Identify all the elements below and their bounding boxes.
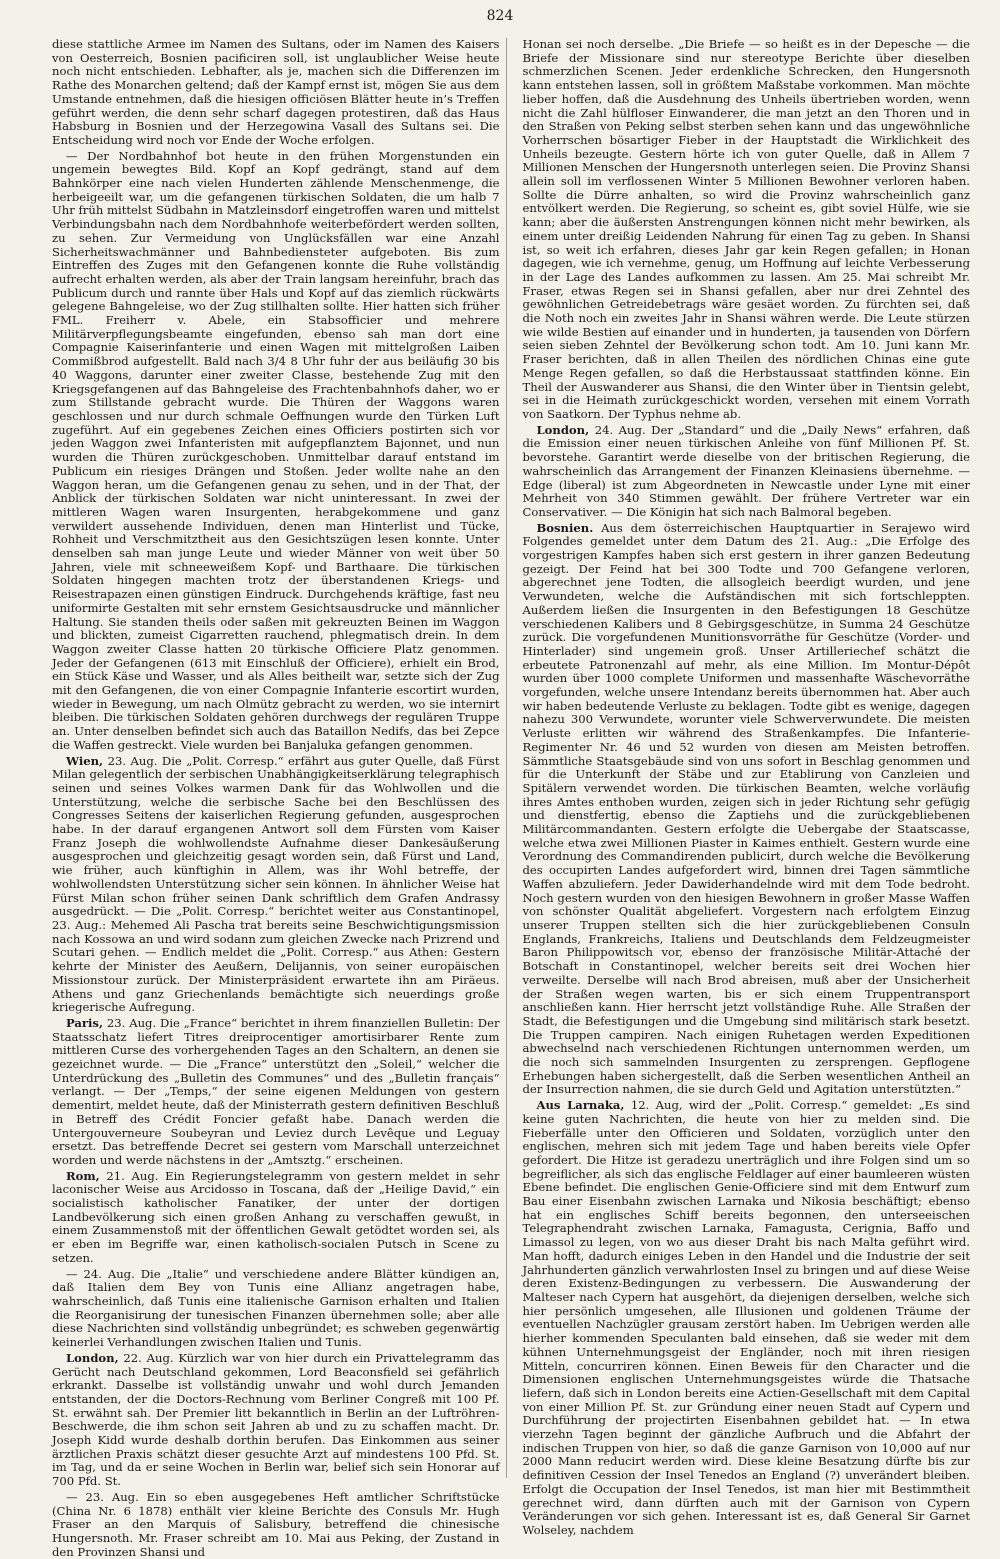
dateline: Paris, bbox=[66, 1015, 103, 1030]
paragraph-text: 12. Aug, wird der „Polit. Corresp.“ gemeldet: „Es sind keine guten Nachrichten, die heute von hier zu melden sind. Die Fieberfälle unter den Officieren und Soldaten, vorzüglich unter den englischen, mehren sich mit jedem Tage und haben bereits viele Opfer gefordert. Die Hitze ist geradezu unerträglich und ihre Folgen sind um so begreiflicher, als sich das englische Feldlager auf einer baumleeren wüsten Ebene befindet. Die englischen Genie-Officiere sind mit dem Entwurf zum Bau einer Eisenbahn zwischen Larnaka und Nikosia beschäftigt; ebenso hat ein englisches Schiff bereits begonnen, den unterseeischen Telegraphendraht zwischen Larnaka, Famagusta, Cerignia, Baffo und Limassol zu legen, von wo aus dieser Draht bis nach Malta geführt wird. Man hofft, dadurch einiges Leben in den Handel und die Industrie der seit Jahrhunderten gänzlich verwahrlosten Insel zu bringen und auf diese Weise deren Existenz-Bedingungen zu verbessern. Die Auswanderung der Malteser nach Cypern hat ausgehört, da diejenigen derselben, welche sich hier persönlich umgesehen, alle Illusionen und goldenen Träume der eventuellen Nachzügler grausam zerstört haben. Im Uebrigen werden alle hierher kommenden Speculanten bald einsehen, daß sie weder mit dem kühnen Unternehmungsgeist der Engländer, noch mit ihren riesigen Mitteln, concurriren können. Einen Beweis für den Character und die Dimensionen englischen Unternehmungsgeistes würde die Thatsache liefern, daß sich in London bereits eine Actien-Gesellschaft mit dem Capital von einer Million Pf. St. zur Gründung einer neuen Stadt auf Cypern und Durchführung der projectirten Eisenbahnen gebildet hat. — In etwa vierzehn Tagen beginnt der gänzliche Aufbruch und die Abfahrt der indischen Truppen von hier, so daß die ganze Garnison von 10,000 auf nur 2000 Mann reducirt werden wird. Diese kleine Besatzung dürfte bis zur definitiven Cession der Insel Tenedos an England (?) unverändert bleiben. Erfolgt die Occupation der Insel Tenedos, ist man hier mit Bestimmtheit gerechnet wird, dann dürften auch mit der Garnison von Cypern Veränderungen vor sich gehen. Interessant ist es, daß General Sir Garnet Wolseley, nachdem bbox=[522, 1098, 970, 1537]
article-paragraph bbox=[523, 38, 971, 422]
paragraph-text: — Der Nordbahnhof bot heute in den frühen Morgenstunden ein ungemein bewegtes Bild. Kopf an Kopf gedrängt, stand auf dem Bahnkörper eine nach vielen Hunderten zählende Menschenmenge, die herbeigeeilt war, um die gefangenen türkischen Soldaten, die um halb 7 Uhr früh mittelst Südbahn in Matzleinsdorf eingetroffen waren und mittelst Verbindungsbahn nach dem Nordbahnhofe weiterbefördert werden sollten, zu sehen. Zur Vermeidung von Unglücksfällen war eine Anzahl Sicherheitswachmänner und Bahnbediensteter aufgeboten. Bis zum Eintreffen des Zuges mit den Gefangenen konnte die Ruhe vollständig aufrecht erhalten werden, als aber der Train langsam hereinfuhr, brach das Publicum durch und rannte über Hals und Kopf auf das ziemlich rückwärts gelegene Bahngeleise, wo der Zug stillhalten sollte. Hier hatten sich früher FML. Freiherr v. Abele, ein Stabsofficier und mehrere Militärverpflegungsbeamte eingefunden, ebenso sah man dort eine Compagnie Kaiserinfanterie und einen Wagen mit mittelgroßen Laiben Commißbrod aufgestellt. Bald nach 3/4 8 Uhr fuhr der aus beiläufig 30 bis 40 Waggons, darunter einer zweiter Classe, bestehende Zug mit den Kriegsgefangenen auf das Bahngeleise des Frachtenbahnhofs daher, wo er zum Stillstande gebracht wurde. Die Thüren der Waggons waren geschlossen und nur durch schmale Oeffnungen wurde den Türken Luft zugeführt. Auf ein gegebenes Zeichen eines Officiers postirten sich vor jeden Waggon zwei Infanteristen mit aufgepflanztem Bajonnet, und nun wurden die Thüren zurückgeschoben. Unmittelbar darauf entstand im Publicum ein riesiges Drängen und Stoßen. Jeder wollte nahe an den Waggon heran, um die Gefangenen genau zu sehen, und in der That, der Anblick der türkischen Soldaten war nicht uninteressant. In zwei der mittleren Wagen waren Insurgenten, herabgekommene und ganz verwildert aussehende Individuen, denen man Hinterlist und Tücke, Rohheit und Verschmitztheit aus den Gesichtszügen lesen konnte. Unter denselben sah man junge Leute und wieder Männer von weit über 50 Jahren, viele mit schneeweißem Kopf- und Barthaare. Die türkischen Soldaten hingegen machten trotz der überstandenen Kriegs- und Reisestrapazen einen günstigen Eindruck. Durchgehends kräftige, fast neu uniformirte Gestalten mit sehr ernstem Gesichtsausdrucke und männlicher Haltung. Sie standen theils oder saßen mit gekreuzten Beinen im Waggon und blickten, zumeist Cigarretten rauchend, phlegmatisch drein. In dem Waggon zweiter Classe hatten 20 türkische Officiere Platz genommen. Jeder der Gefangenen (613 mit Einschluß der Officiere), erhielt ein Brod, ein Stück Käse und Wasser, und als Alles beitheilt war, setzte sich der Zug mit den Gefangenen, die von einer Compagnie Infanterie escortirt wurden, wieder in Bewegung, um nach Olmütz gebracht zu werden, wo sie internirt bleiben. Die türkischen Soldaten gehören durchwegs der regulären Truppe an. Unter denselben befindet sich auch das Bataillon Nedifs, das bei Zepce die Waffen gestreckt. Viele wurden bei Banjaluka gefangen genommen. bbox=[52, 148, 500, 752]
columns bbox=[52, 37, 971, 1559]
article-paragraph bbox=[52, 1170, 500, 1266]
article-paragraph bbox=[52, 150, 500, 753]
dateline: Aus Larnaka, bbox=[536, 1098, 625, 1113]
dateline: Bosnien. bbox=[536, 520, 594, 535]
article-paragraph bbox=[523, 522, 971, 1098]
paragraph-text: 21. Aug. Ein Regierungstelegramm von gestern meldet in sehr laconischer Weise aus Arcidosso in Toscana, daß der „Heilige David,“ ein socialistisch katholischer Fanatiker, der unter der dortigen Landbevölkerung sich einen großen Anhang zu verschaffen gewußt, in einem Zusammenstoß mit der öffentlichen Gewalt getödtet worden sei, als er eben im Begriffe war, einen katholisch-socialen Putsch in Scene zu setzen. bbox=[52, 1168, 500, 1265]
article-paragraph bbox=[52, 1491, 500, 1559]
left-column bbox=[52, 37, 507, 1559]
right-column bbox=[521, 37, 971, 1537]
paragraph-text: 24. Aug. Der „Standard“ und die „Daily News“ erfahren, daß die Emission einer neuen türkischen Anleihe von fünf Millionen Pf. St. bevorstehe. Garantirt werde dieselbe von der britischen Regierung, die wahrscheinlich das Arrangement der Finanzen Kleinasiens übernehme. — Edge (liberal) ist zum Abgeordneten in Newcastle under Lyne mit einer Mehrheit von 340 Stimmen gewählt. Der frühere Vertreter war ein Conservativer. — Die Königin hat sich nach Balmoral begeben. bbox=[522, 422, 970, 519]
paragraph-text: Honan sei noch derselbe. „Die Briefe — so heißt es in der Depesche — die Briefe der Missionare sind nur stereotype Berichte über dieselben schmerzlichen Scenen. Jeder erdenkliche Schrecken, den Hungersnoth kann entstehen lassen, soll in größtem Maßstabe vorkommen. Man möchte lieber hoffen, daß die Ausdehnung des Unheils übertrieben worden, wenn nicht die Zahl hülfloser Einwanderer, die man jetzt an den Thoren und in den Straßen von Peking selbst sterben sehen kann und das ungewöhnliche Vorherrschen bösartiger Fieber in der Hauptstadt die Wirklichkeit des Unheils bezeugte. Gestern hörte ich von guter Quelle, daß in Allem 7 Millionen Menschen der Hungersnoth unterlegen seien. Die Provinz Shansi allein soll im verflossenen Winter 5 Millionen Bewohner verloren haben. Sollte die Dürre anhalten, so wird die Provinz wahrscheinlich ganz entvölkert werden. Die Regierung, so scheint es, gibt soviel Hülfe, wie sie kann; aber die äußersten Anstrengungen können nicht mehr bewirken, als einem unter dreißig Leidenden Nahrung für einen Tag zu geben. In Shansi ist, so weit ich erfahren, dieses Jahr gar kein Regen gefallen; in Honan dagegen, wie ich vernehme, genug, um Hoffnung auf leichte Verbesserung in der Lage des Landes aufkommen zu lassen. Am 25. Mai schreibt Mr. Fraser, etwas Regen sei in Shansi gefallen, aber nur drei Zehntel des gewöhnlichen Getreidebetrags wäre gesäet worden. Zu fürchten sei, daß die Noth noch ein zweites Jahr in Shansi währen werde. Die Leute stürzen wie wilde Bestien auf einander und in hunderten, ja tausenden von Dörfern seien sieben Zehntel der Bevölkerung schon todt. Am 10. Juni kann Mr. Fraser berichten, daß in allen Theilen des nördlichen Chinas eine gute Menge Regen gefallen, so daß die Herbstaussaat stattfinden könne. Ein Theil der Auswanderer aus Shansi, die den Winter über in Tientsin gelebt, sei in die Heimath zurückgeschickt worden, versehen mit einem Vorrath von Saatkorn. Der Typhus nehme ab. bbox=[522, 37, 970, 421]
paragraph-text: 23. Aug. Die „France“ berichtet in ihrem finanziellen Bulletin: Der Staatsschatz liefert Titres dreiprocentiger amortisirbarer Rente zum mittleren Curse des vorhergehenden Tages an den Schaltern, an denen sie gezeichnet wurde. — Die „France“ unterstützt den „Soleil,“ welcher die Unterdrückung des „Bulletin des Communes“ und des „Bulletin français“ verlangt. — Der „Temps,“ der seine eigenen Meldungen von gestern dementirt, meldet heute, daß der Ministerrath gestern definitiven Beschluß in Betreff des Crédit Foncier gefaßt habe. Danach werden die Untergouverneure Soubeyran und Leviez durch Levêque und Leguay ersetzt. Das betreffende Decret sei gestern vom Marschall unterzeichnet worden und werde nächstens in der „Amtsztg.“ erscheinen. bbox=[52, 1015, 500, 1167]
dateline: London, bbox=[66, 1350, 119, 1365]
article-paragraph bbox=[52, 1352, 500, 1489]
article-paragraph bbox=[52, 1017, 500, 1168]
page-number: 824 bbox=[486, 8, 514, 24]
paragraph-text: Aus dem österreichischen Hauptquartier in Serajewo wird Folgendes gemeldet unter dem Datum des 21. Aug.: „Die Erfolge des vorgestrigen Kampfes haben sich erst gestern in ihrer ganzen Bedeutung gezeigt. Der Feind hat bei 300 Todte und 700 Gefangene verloren, abgerechnet jene Todten, die allsogleich beerdigt wurden, und jene Verwundeten, welche die Aufständischen mit sich fortschleppten. Außerdem ließen die Insurgenten in den Befestigungen 18 Geschütze verschiedenen Kalibers und 8 Gebirgsgeschütze, in Summa 24 Geschütze zurück. Die vorgefundenen Munitionsvorräthe für Geschütze (Vorder- und Hinterlader) sind ungemein groß. Unser Artilleriechef schätzt die erbeutete Patronenzahl auf mehr, als eine Million. Im Montur-Dépôt wurden über 1000 complete Uniformen und massenhafte Wäschevorräthe vorgefunden, welche unsere Intendanz bereits übernommen hat. Aber auch wir haben bedeutende Verluste zu beklagen. Todte gibt es wenige, dagegen nahezu 300 Verwundete, worunter viele Schwerverwundete. Die meisten Verluste erlitten wir während des Straßenkampfes. Die Infanterie-Regimenter Nr. 46 und 52 wurden von diesen am Meisten betroffen. Sämmtliche Staatsgebäude sind von uns sofort in Beschlag genommen und für die Unterkunft der Stäbe und zur Etablirung von Canzleien und Spitälern verwendet worden. Die türkischen Beamten, welche vorläufig ihres Amtes enthoben wurden, zeigen sich in jeder Richtung sehr gefügig und dienstfertig, ebenso die Zaptiehs und die zurückgebliebenen Militärcommandanten. Gestern erfolgte die Uebergabe der Staatscasse, welche etwa zwei Millionen Piaster in Kaimes enthielt. Gestern wurde eine Verordnung des Commandirenden publicirt, durch welche die Bevölkerung des occupirten Landes aufgefordert wird, binnen drei Tagen sämmtliche Waffen abzuliefern. Jeder Dawiderhandelnde wird mit dem Tode bedroht. Noch gestern wurden von den hiesigen Bewohnern in großer Masse Waffen von schönster Qualität abgeliefert. Vorgestern nach erfolgtem Einzug unserer Truppen stellten sich die hier zurückgebliebenen Consuln Englands, Frankreichs, Italiens und Deutschlands dem Feldzeugmeister Baron Philippowitsch vor, ebenso der französische Militär-Attaché der Botschaft in Constantinopel, welcher bereits seit drei Wochen hier verweilte. Derselbe will nach Brod abreisen, muß aber der Unsicherheit der Straßen wegen warten, bis er sich einem Truppentransport anschließen kann. Hier herrscht jetzt vollständige Ruhe. Alle Straßen der Stadt, die Befestigungen und die Umgebung sind militärisch stark besetzt. Die Truppen campiren. Nach einigen Ruhetagen werden Expeditionen abwechselnd nach verschiedenen Richtungen unternommen werden, um die noch sich sammelnden Insurgenten zu zersprengen. Gepflogene Erhebungen haben sichergestellt, daß die Serben wesentlichen Antheil an der Insurrection nahmen, die sie durch Geld und Agitation unterstützten.“ bbox=[522, 520, 971, 1097]
article-paragraph bbox=[523, 1099, 971, 1538]
article-paragraph bbox=[52, 1268, 500, 1350]
dateline: London, bbox=[536, 422, 590, 437]
paragraph-text: diese stattliche Armee im Namen des Sultans, oder im Namen des Kaisers von Oesterreich, Bosnien pacificiren soll, ist unglaublicher Weise heute noch nicht entschieden. Lebhafter, als je, machen sich die Differenzen im Rathe des Monarchen geltend; daß der Kampf ernst ist, mögen Sie aus dem Umstande entnehmen, daß die hiesigen officiösen Blätter heute in’s Treffen geführt werden, die denn sehr scharf dagegen protestiren, daß das Haus Habsburg in Bosnien und der Herzegowina Vasall des Sultans sei. Die Entscheidung wird noch vor Ende der Woche erfolgen. bbox=[52, 37, 500, 147]
dateline: Rom, bbox=[66, 1168, 100, 1183]
article-paragraph bbox=[523, 424, 971, 520]
paragraph-text: 23. Aug. Die „Polit. Corresp.“ erfährt aus guter Quelle, daß Fürst Milan gelegentlich der serbischen Unabhängigkeitserklärung telegraphisch seinen und seines Volkes warmen Dank für das Wohlwollen und die Unterstützung, welche die serbische Sache bei den Beschlüssen des Congresses Seitens der kaiserlichen Regierung gefunden, ausgesprochen habe. In der darauf ergangenen Antwort soll dem Fürsten vom Kaiser Franz Joseph die wohlwollendste Aufnahme dieser Dankesäußerung ausgesprochen und gleichzeitig gesagt worden sein, daß Fürst und Land, wie früher, auch künftighin in Allem, was ihr Wohl betreffe, der wohlwollendsten Unterstützung sicher sein können. In ähnlicher Weise hat Fürst Milan schon früher seinen Dank schriftlich dem Grafen Andrassy ausgedrückt. — Die „Polit. Corresp.“ berichtet weiter aus Constantinopel, 23. Aug.: Mehemed Ali Pascha trat bereits seine Beschwichtigungsmission nach Kossowa an und wird sodann zum gleichen Zwecke nach Prizrend und Scutari gehen. — Endlich meldet die „Polit. Corresp.“ aus Athen: Gestern kehrte der Minister des Aeußern, Delijannis, von seiner europäischen Missionstour zurück. Der Ministerpräsident erwartete ihn am Piräeus. Athens und ganz Griechenlands bemächtigte sich neuerdings große kriegerische Aufregung. bbox=[52, 753, 500, 1015]
article-paragraph bbox=[52, 38, 500, 148]
paragraph-text: 22. Aug. Kürzlich war von hier durch ein Privattelegramm das Gerücht nach Deutschland gekommen, Lord Beaconsfield sei gefährlich erkrankt. Dasselbe ist vollständig unwahr und wohl durch Jemanden entstanden, der die Doctors-Rechnung vom Berliner Congreß mit 100 Pf. St. erwähnt sah. Der Premier litt bekanntlich in Berlin an der Luftröhren-Beschwerde, die ihm schon seit Jahren ab und zu zu schaffen macht. Dr. Joseph Kidd wurde deshalb dorthin berufen. Das Einkommen aus seiner ärztlichen Praxis schätzt dieser gesuchte Arzt auf mindestens 100 Pfd. St. im Tag, und da er seine Wochen in Berlin war, belief sich sein Honorar auf 700 Pfd. St. bbox=[52, 1350, 500, 1489]
paragraph-text: — 23. Aug. Ein so eben ausgegebenes Heft amtlicher Schriftstücke (China Nr. 6 1878) enthält vier kleine Berichte des Consuls Mr. Hugh Fraser an den Marquis of Salisbury, betreffend die chinesische Hungersnoth. Mr. Fraser schreibt am 10. Mai aus Peking, der Zustand in den Provinzen Shansi und bbox=[52, 1489, 500, 1559]
article-paragraph bbox=[52, 755, 500, 1015]
dateline: Wien, bbox=[66, 753, 104, 768]
paragraph-text: — 24. Aug. Die „Italie“ und verschiedene andere Blätter kündigen an, daß Italien dem Bey von Tunis eine Allianz angetragen habe, wahrscheinlich, daß Tunis eine italienische Garnison erhalten und Italien die Reorganisirung der tunesischen Finanzen übernehmen solle; aber alle diese Nachrichten sind vollständig unbegründet; es schweben gegenwärtig keinerlei Verhandlungen zwischen Italien und Tunis. bbox=[52, 1266, 500, 1350]
